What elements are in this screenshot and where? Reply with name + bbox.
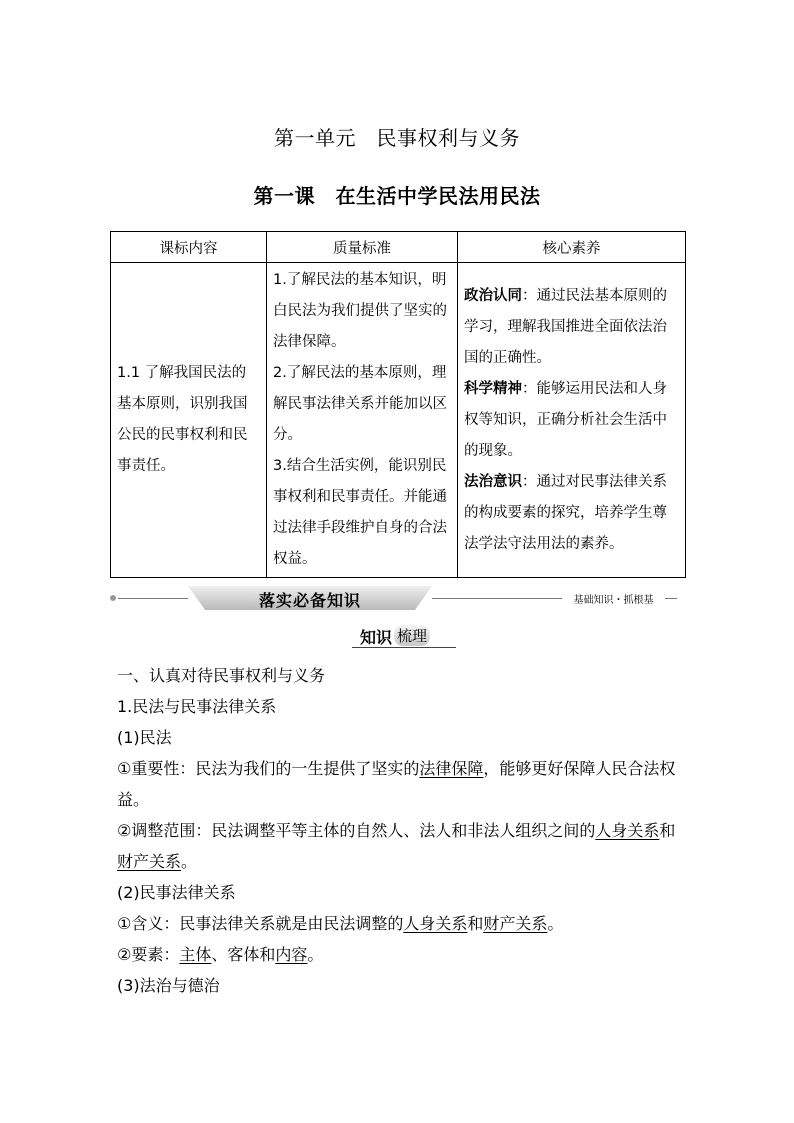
sub-heading-part1: 知识 — [360, 628, 393, 647]
text-run: 和 — [659, 821, 676, 840]
text-run: 、客体和 — [211, 945, 276, 964]
unit-title: 第一单元 民事权利与义务 — [274, 126, 520, 150]
literacy-label: 政治认同 — [464, 287, 522, 304]
curriculum-cell: 1.1 了解我国民法的基本原则，识别我国公民的民事权利和民事责任。 — [111, 263, 267, 578]
quality-item: 1.了解民法的基本知识，明白民法为我们提供了坚实的法律保障。 — [273, 272, 447, 350]
section-banner — [110, 586, 685, 612]
underlined-term: 内容 — [275, 945, 308, 964]
paragraph — [117, 939, 682, 970]
sub-heading-underline — [352, 647, 456, 648]
literacy-item — [464, 467, 679, 560]
underlined-term: 财产关系 — [117, 852, 182, 871]
curriculum-standards-table — [110, 231, 686, 578]
text-run: ②调整范围：民法调整平等主体的自然人、法人和非法人组织之间的 — [117, 821, 596, 840]
text-run: 。 — [307, 945, 324, 964]
sub-heading: (1)民法 — [117, 728, 172, 747]
knowledge-body — [117, 660, 682, 1001]
table-row — [111, 263, 686, 578]
quality-item: 3.结合生活实例，能识别民事权利和民事责任。并能通过法律手段维护自身的合法权益。 — [273, 458, 447, 567]
underlined-term: 主体 — [179, 945, 212, 964]
sub-heading: (3)法治与德治 — [117, 976, 220, 995]
knowledge-review-heading — [352, 624, 456, 648]
underlined-term: 法律保障 — [419, 759, 484, 778]
banner-title: 落实必备知识 — [258, 591, 361, 610]
table-header-row — [111, 232, 686, 263]
underlined-term: 人身关系 — [595, 821, 660, 840]
literacy-item — [464, 374, 679, 467]
literacy-label: 法治意识 — [464, 473, 522, 490]
paragraph — [117, 908, 682, 939]
header-literacy: 核心素养 — [458, 232, 686, 263]
text-run: 和 — [467, 914, 484, 933]
banner-tag: 基础知识・抓根基 — [573, 595, 654, 606]
quality-cell — [267, 263, 458, 578]
text-run: ①重要性：民法为我们的一生提供了坚实的 — [117, 759, 420, 778]
text-run: ，能够更好保障人民合法权益。 — [117, 759, 676, 809]
sub-heading-part2: 梳理 — [394, 625, 430, 646]
text-run: ②要素： — [117, 945, 180, 964]
text-run: 。 — [547, 914, 564, 933]
sub-heading: (2)民事法律关系 — [117, 883, 236, 902]
lesson-title: 第一课 在生活中学民法用民法 — [253, 184, 541, 208]
literacy-label: 科学精神 — [464, 380, 522, 397]
text-run: ①含义：民事法律关系就是由民法调整的 — [117, 914, 404, 933]
paragraph — [117, 753, 682, 815]
literacy-text: ：能够运用民法和人身权等知识，正确分析社会生活中的现象。 — [464, 380, 667, 459]
banner-rule — [118, 598, 188, 599]
literacy-cell — [458, 263, 686, 578]
header-curriculum: 课标内容 — [111, 232, 267, 263]
banner-rule — [665, 598, 677, 599]
text-run: 。 — [181, 852, 198, 871]
quality-item: 2.了解民法的基本原则，理解民事法律关系并能加以区分。 — [273, 365, 447, 443]
literacy-text: ：通过对民事法律关系的构成要素的探究，培养学生尊法学法守法用法的素养。 — [464, 473, 667, 552]
literacy-text: ：通过民法基本原则的学习，理解我国推进全面依法治国的正确性。 — [464, 287, 667, 366]
header-quality: 质量标准 — [267, 232, 458, 263]
banner-rule — [432, 598, 562, 599]
banner-dot-icon — [110, 595, 116, 601]
paragraph — [117, 815, 682, 877]
underlined-term: 人身关系 — [403, 914, 468, 933]
literacy-item — [464, 281, 679, 374]
underlined-term: 财产关系 — [483, 914, 548, 933]
item-heading: 1.民法与民事法律关系 — [117, 697, 277, 716]
section-heading: 一、认真对待民事权利与义务 — [117, 666, 326, 685]
